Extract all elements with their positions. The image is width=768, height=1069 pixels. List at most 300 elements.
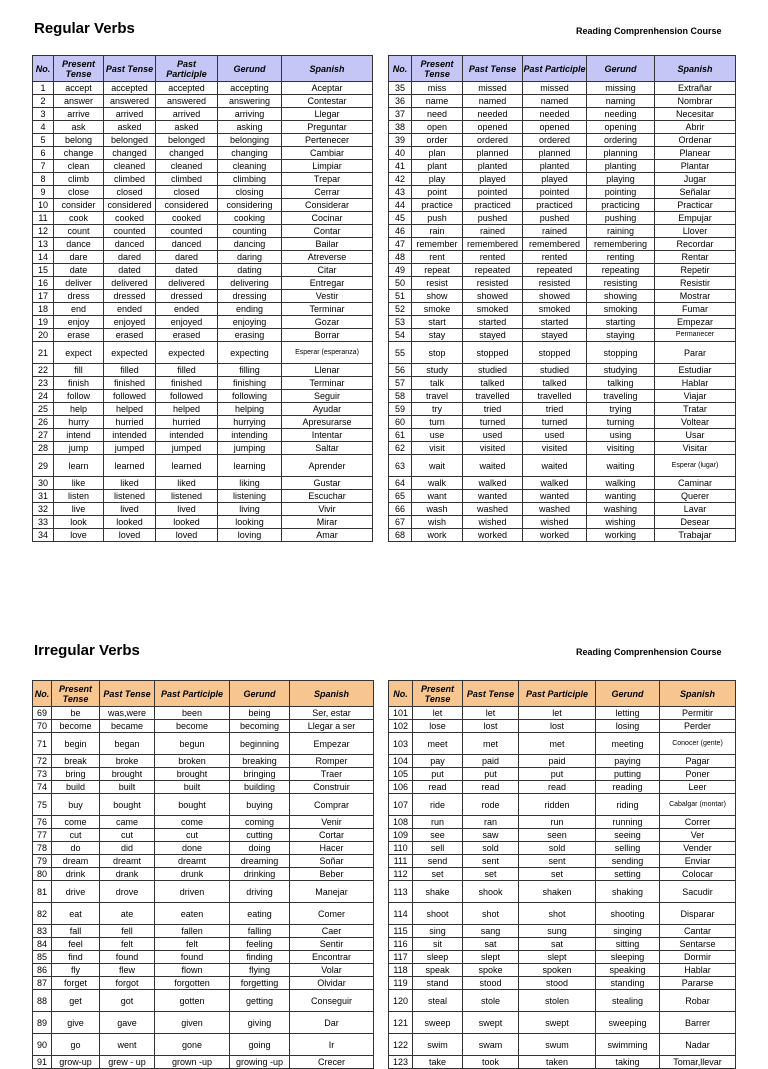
cell-present: grow-up — [52, 1056, 100, 1069]
cell-spanish: Soñar — [290, 855, 374, 868]
cell-number: 78 — [33, 842, 52, 855]
cell-gerund: listening — [218, 490, 282, 503]
cell-past: answered — [104, 95, 156, 108]
cell-participle: eaten — [155, 903, 230, 925]
cell-participle: stayed — [523, 329, 587, 342]
cell-past: drank — [100, 868, 155, 881]
cell-present: do — [52, 842, 100, 855]
cell-present: swim — [413, 1034, 463, 1056]
table-row — [33, 121, 373, 134]
cell-past: wanted — [463, 490, 523, 503]
cell-past: danced — [104, 238, 156, 251]
cell-spanish: Beber — [290, 868, 374, 881]
cell-participle: sat — [519, 938, 596, 951]
table-row — [33, 842, 374, 855]
cell-gerund: finishing — [218, 377, 282, 390]
cell-participle: cooked — [156, 212, 218, 225]
cell-spanish: Señalar — [655, 186, 736, 199]
cell-gerund: going — [230, 1034, 290, 1056]
cell-participle: wished — [523, 516, 587, 529]
cell-spanish: Sacudir — [660, 881, 736, 903]
cell-past: smoked — [463, 303, 523, 316]
cell-past: stole — [463, 990, 519, 1012]
cell-number: 121 — [389, 1012, 413, 1034]
cell-spanish: Ser, estar — [290, 707, 374, 720]
cell-participle: named — [523, 95, 587, 108]
cell-gerund: setting — [596, 868, 660, 881]
cell-participle: asked — [156, 121, 218, 134]
cell-participle: delivered — [156, 277, 218, 290]
cell-spanish: Conseguir — [290, 990, 374, 1012]
cell-participle: met — [519, 733, 596, 755]
cell-gerund: pushing — [587, 212, 655, 225]
cell-number: 51 — [389, 290, 412, 303]
cell-gerund: sending — [596, 855, 660, 868]
cell-number: 71 — [33, 733, 52, 755]
cell-spanish: Comprar — [290, 794, 374, 816]
cell-gerund: flying — [230, 964, 290, 977]
cell-gerund: talking — [587, 377, 655, 390]
cell-number: 68 — [389, 529, 412, 542]
table-row — [33, 173, 373, 186]
cell-present: eat — [52, 903, 100, 925]
table-row — [389, 390, 736, 403]
cell-past: dared — [104, 251, 156, 264]
cell-number: 37 — [389, 108, 412, 121]
header-spanish: Spanish — [655, 56, 736, 82]
cell-spanish: Traer — [290, 768, 374, 781]
table-row — [33, 212, 373, 225]
cell-number: 14 — [33, 251, 54, 264]
cell-participle: repeated — [523, 264, 587, 277]
table-row — [33, 1034, 374, 1056]
cell-present: fall — [52, 925, 100, 938]
cell-present: play — [412, 173, 463, 186]
cell-number: 43 — [389, 186, 412, 199]
cell-spanish: Vivir — [282, 503, 373, 516]
table-header-row — [389, 681, 736, 707]
cell-present: count — [54, 225, 104, 238]
cell-past: slept — [463, 951, 519, 964]
cell-participle: done — [155, 842, 230, 855]
cell-number: 107 — [389, 794, 413, 816]
table-row — [33, 868, 374, 881]
cell-participle: brought — [155, 768, 230, 781]
cell-number: 91 — [33, 1056, 52, 1069]
cell-gerund: building — [230, 781, 290, 794]
cell-number: 75 — [33, 794, 52, 816]
table-row — [389, 342, 736, 364]
cell-spanish: Pararse — [660, 977, 736, 990]
cell-gerund: closing — [218, 186, 282, 199]
table-row — [389, 951, 736, 964]
cell-number: 69 — [33, 707, 52, 720]
cell-gerund: seeing — [596, 829, 660, 842]
cell-past: dressed — [104, 290, 156, 303]
cell-gerund: turning — [587, 416, 655, 429]
cell-number: 18 — [33, 303, 54, 316]
cell-participle: been — [155, 707, 230, 720]
cell-present: dance — [54, 238, 104, 251]
cell-number: 85 — [33, 951, 52, 964]
cell-participle: shaken — [519, 881, 596, 903]
cell-gerund: swimming — [596, 1034, 660, 1056]
cell-participle: sung — [519, 925, 596, 938]
table-row — [33, 225, 373, 238]
cell-past: sold — [463, 842, 519, 855]
cell-present: sleep — [413, 951, 463, 964]
cell-spanish: Permitir — [660, 707, 736, 720]
cell-participle: begun — [155, 733, 230, 755]
table-row — [33, 316, 373, 329]
cell-spanish: Barrer — [660, 1012, 736, 1034]
cell-past: asked — [104, 121, 156, 134]
table-row — [33, 733, 374, 755]
cell-number: 60 — [389, 416, 412, 429]
cell-participle: paid — [519, 755, 596, 768]
cell-number: 123 — [389, 1056, 413, 1069]
cell-number: 74 — [33, 781, 52, 794]
cell-present: look — [54, 516, 104, 529]
cell-participle: tried — [523, 403, 587, 416]
cell-participle: ridden — [519, 794, 596, 816]
cell-spanish: Aceptar — [282, 82, 373, 95]
cell-present: get — [52, 990, 100, 1012]
cell-spanish: Necesitar — [655, 108, 736, 121]
cell-spanish: Manejar — [290, 881, 374, 903]
cell-past: belonged — [104, 134, 156, 147]
table-row — [33, 755, 374, 768]
table-row — [33, 108, 373, 121]
cell-past: ate — [100, 903, 155, 925]
cell-participle: pushed — [523, 212, 587, 225]
cell-participle: expected — [156, 342, 218, 364]
cell-participle: let — [519, 707, 596, 720]
cell-number: 89 — [33, 1012, 52, 1034]
table-row — [389, 794, 736, 816]
table-row — [33, 925, 374, 938]
cell-spanish: Gozar — [282, 316, 373, 329]
cell-past: came — [100, 816, 155, 829]
cell-present: accept — [54, 82, 104, 95]
cell-participle: cleaned — [156, 160, 218, 173]
cell-gerund: studying — [587, 364, 655, 377]
cell-gerund: eating — [230, 903, 290, 925]
cell-past: tried — [463, 403, 523, 416]
cell-number: 70 — [33, 720, 52, 733]
table-row — [33, 390, 373, 403]
cell-gerund: learning — [218, 455, 282, 477]
regular-verbs-table-right — [388, 55, 736, 542]
cell-present: repeat — [412, 264, 463, 277]
cell-gerund: dating — [218, 264, 282, 277]
cell-participle: answered — [156, 95, 218, 108]
table-header-row — [33, 56, 373, 82]
cell-participle: counted — [156, 225, 218, 238]
cell-spanish: Citar — [282, 264, 373, 277]
cell-participle: studied — [523, 364, 587, 377]
cell-past: brought — [100, 768, 155, 781]
cell-present: want — [412, 490, 463, 503]
header-past: Past Tense — [463, 681, 519, 707]
cell-gerund: speaking — [596, 964, 660, 977]
cell-participle: talked — [523, 377, 587, 390]
cell-gerund: smoking — [587, 303, 655, 316]
cell-number: 17 — [33, 290, 54, 303]
cell-gerund: shaking — [596, 881, 660, 903]
cell-past: pointed — [463, 186, 523, 199]
header-gerund: Gerund — [587, 56, 655, 82]
table-row — [33, 990, 374, 1012]
cell-participle: resisted — [523, 277, 587, 290]
cell-past: loved — [104, 529, 156, 542]
cell-spanish: Perder — [660, 720, 736, 733]
cell-present: travel — [412, 390, 463, 403]
cell-present: see — [413, 829, 463, 842]
cell-participle: looked — [156, 516, 218, 529]
table-row — [389, 903, 736, 925]
cell-present: send — [413, 855, 463, 868]
table-row — [389, 429, 736, 442]
cell-gerund: following — [218, 390, 282, 403]
cell-gerund: starting — [587, 316, 655, 329]
table-row — [389, 990, 736, 1012]
cell-participle: pointed — [523, 186, 587, 199]
cell-number: 101 — [389, 707, 413, 720]
cell-past: rented — [463, 251, 523, 264]
cell-participle: wanted — [523, 490, 587, 503]
cell-past: became — [100, 720, 155, 733]
cell-participle: built — [155, 781, 230, 794]
cell-present: turn — [412, 416, 463, 429]
cell-spanish: Extrañar — [655, 82, 736, 95]
cell-gerund: beginning — [230, 733, 290, 755]
cell-present: visit — [412, 442, 463, 455]
header-present: Present Tense — [54, 56, 104, 82]
cell-spanish: Nombrar — [655, 95, 736, 108]
cell-past: ended — [104, 303, 156, 316]
cell-number: 5 — [33, 134, 54, 147]
cell-number: 10 — [33, 199, 54, 212]
cell-past: practiced — [463, 199, 523, 212]
cell-past: was,were — [100, 707, 155, 720]
cell-spanish: Llegar a ser — [290, 720, 374, 733]
cell-past: stopped — [463, 342, 523, 364]
cell-present: read — [413, 781, 463, 794]
table-row — [33, 951, 374, 964]
cell-gerund: running — [596, 816, 660, 829]
cell-gerund: losing — [596, 720, 660, 733]
cell-gerund: changing — [218, 147, 282, 160]
cell-spanish: Voltear — [655, 416, 736, 429]
cell-gerund: letting — [596, 707, 660, 720]
cell-past: helped — [104, 403, 156, 416]
cell-past: liked — [104, 477, 156, 490]
cell-spanish: Limpiar — [282, 160, 373, 173]
cell-gerund: taking — [596, 1056, 660, 1069]
cell-participle: enjoyed — [156, 316, 218, 329]
table-row — [33, 429, 373, 442]
cell-past: hurried — [104, 416, 156, 429]
cell-past: saw — [463, 829, 519, 842]
cell-spanish: Estudiar — [655, 364, 736, 377]
cell-present: miss — [412, 82, 463, 95]
cell-present: rent — [412, 251, 463, 264]
header-past: Past Tense — [104, 56, 156, 82]
cell-participle: used — [523, 429, 587, 442]
cell-past: enjoyed — [104, 316, 156, 329]
cell-gerund: delivering — [218, 277, 282, 290]
cell-present: need — [412, 108, 463, 121]
cell-gerund: visiting — [587, 442, 655, 455]
cell-present: run — [413, 816, 463, 829]
cell-past: delivered — [104, 277, 156, 290]
cell-present: dress — [54, 290, 104, 303]
cell-spanish: Trepar — [282, 173, 373, 186]
cell-number: 25 — [33, 403, 54, 416]
cell-gerund: bringing — [230, 768, 290, 781]
cell-past: found — [100, 951, 155, 964]
cell-present: cook — [54, 212, 104, 225]
cell-number: 109 — [389, 829, 413, 842]
cell-gerund: standing — [596, 977, 660, 990]
table-row — [33, 342, 373, 364]
cell-gerund: renting — [587, 251, 655, 264]
cell-past: drove — [100, 881, 155, 903]
cell-participle: lost — [519, 720, 596, 733]
cell-participle: practiced — [523, 199, 587, 212]
cell-present: jump — [54, 442, 104, 455]
cell-spanish: Disparar — [660, 903, 736, 925]
cell-participle: spoken — [519, 964, 596, 977]
cell-gerund: washing — [587, 503, 655, 516]
cell-present: break — [52, 755, 100, 768]
table-row — [33, 251, 373, 264]
cell-spanish: Jugar — [655, 173, 736, 186]
cell-number: 23 — [33, 377, 54, 390]
cell-present: like — [54, 477, 104, 490]
cell-spanish: Cerrar — [282, 186, 373, 199]
cell-number: 22 — [33, 364, 54, 377]
header-spanish: Spanish — [282, 56, 373, 82]
cell-present: arrive — [54, 108, 104, 121]
cell-past: sent — [463, 855, 519, 868]
cell-gerund: driving — [230, 881, 290, 903]
cell-participle: rained — [523, 225, 587, 238]
table-row — [33, 903, 374, 925]
cell-gerund: putting — [596, 768, 660, 781]
cell-gerund: riding — [596, 794, 660, 816]
cell-present: change — [54, 147, 104, 160]
table-row — [33, 329, 373, 342]
cell-present: steal — [413, 990, 463, 1012]
cell-past: pushed — [463, 212, 523, 225]
cell-number: 41 — [389, 160, 412, 173]
cell-number: 62 — [389, 442, 412, 455]
cell-participle: ordered — [523, 134, 587, 147]
cell-gerund: drinking — [230, 868, 290, 881]
cell-gerund: wanting — [587, 490, 655, 503]
cell-spanish: Trabajar — [655, 529, 736, 542]
cell-past: talked — [463, 377, 523, 390]
cell-present: close — [54, 186, 104, 199]
cell-present: ask — [54, 121, 104, 134]
cell-participle: changed — [156, 147, 218, 160]
header-gerund: Gerund — [596, 681, 660, 707]
cell-gerund: planting — [587, 160, 655, 173]
cell-past: bought — [100, 794, 155, 816]
cell-number: 54 — [389, 329, 412, 342]
cell-spanish: Cabalgar (montar) — [660, 794, 736, 816]
table-row — [389, 1012, 736, 1034]
cell-spanish: Nadar — [660, 1034, 736, 1056]
cell-present: drive — [52, 881, 100, 903]
cell-gerund: dressing — [218, 290, 282, 303]
cell-gerund: trying — [587, 403, 655, 416]
cell-number: 38 — [389, 121, 412, 134]
cell-spanish: Planear — [655, 147, 736, 160]
cell-spanish: Empujar — [655, 212, 736, 225]
table-row — [389, 290, 736, 303]
cell-gerund: filling — [218, 364, 282, 377]
cell-number: 83 — [33, 925, 52, 938]
cell-past: jumped — [104, 442, 156, 455]
cell-participle: remembered — [523, 238, 587, 251]
cell-spanish: Mirar — [282, 516, 373, 529]
cell-number: 64 — [389, 477, 412, 490]
table-row — [389, 938, 736, 951]
table-row — [389, 855, 736, 868]
header-participle: Past Participle — [155, 681, 230, 707]
cell-number: 106 — [389, 781, 413, 794]
cell-past: cleaned — [104, 160, 156, 173]
cell-number: 46 — [389, 225, 412, 238]
cell-participle: started — [523, 316, 587, 329]
cell-number: 57 — [389, 377, 412, 390]
cell-number: 65 — [389, 490, 412, 503]
cell-present: learn — [54, 455, 104, 477]
cell-number: 30 — [33, 477, 54, 490]
cell-past: let — [463, 707, 519, 720]
table-header-row — [33, 681, 374, 707]
regular-verbs-title: Regular Verbs — [34, 20, 135, 37]
table-row — [389, 173, 736, 186]
cell-past: listened — [104, 490, 156, 503]
cell-gerund: looking — [218, 516, 282, 529]
cell-gerund: asking — [218, 121, 282, 134]
cell-participle: given — [155, 1012, 230, 1034]
cell-gerund: intending — [218, 429, 282, 442]
cell-spanish: Rentar — [655, 251, 736, 264]
cell-participle: put — [519, 768, 596, 781]
cell-number: 117 — [389, 951, 413, 964]
cell-gerund: giving — [230, 1012, 290, 1034]
cell-past: remembered — [463, 238, 523, 251]
cell-present: show — [412, 290, 463, 303]
table-row — [389, 1056, 736, 1069]
cell-participle: dressed — [156, 290, 218, 303]
cell-number: 12 — [33, 225, 54, 238]
table-row — [389, 108, 736, 121]
cell-number: 72 — [33, 755, 52, 768]
header-past: Past Tense — [463, 56, 523, 82]
cell-participle: turned — [523, 416, 587, 429]
cell-past: flew — [100, 964, 155, 977]
cell-spanish: Parar — [655, 342, 736, 364]
cell-present: start — [412, 316, 463, 329]
cell-gerund: planning — [587, 147, 655, 160]
cell-past: planted — [463, 160, 523, 173]
